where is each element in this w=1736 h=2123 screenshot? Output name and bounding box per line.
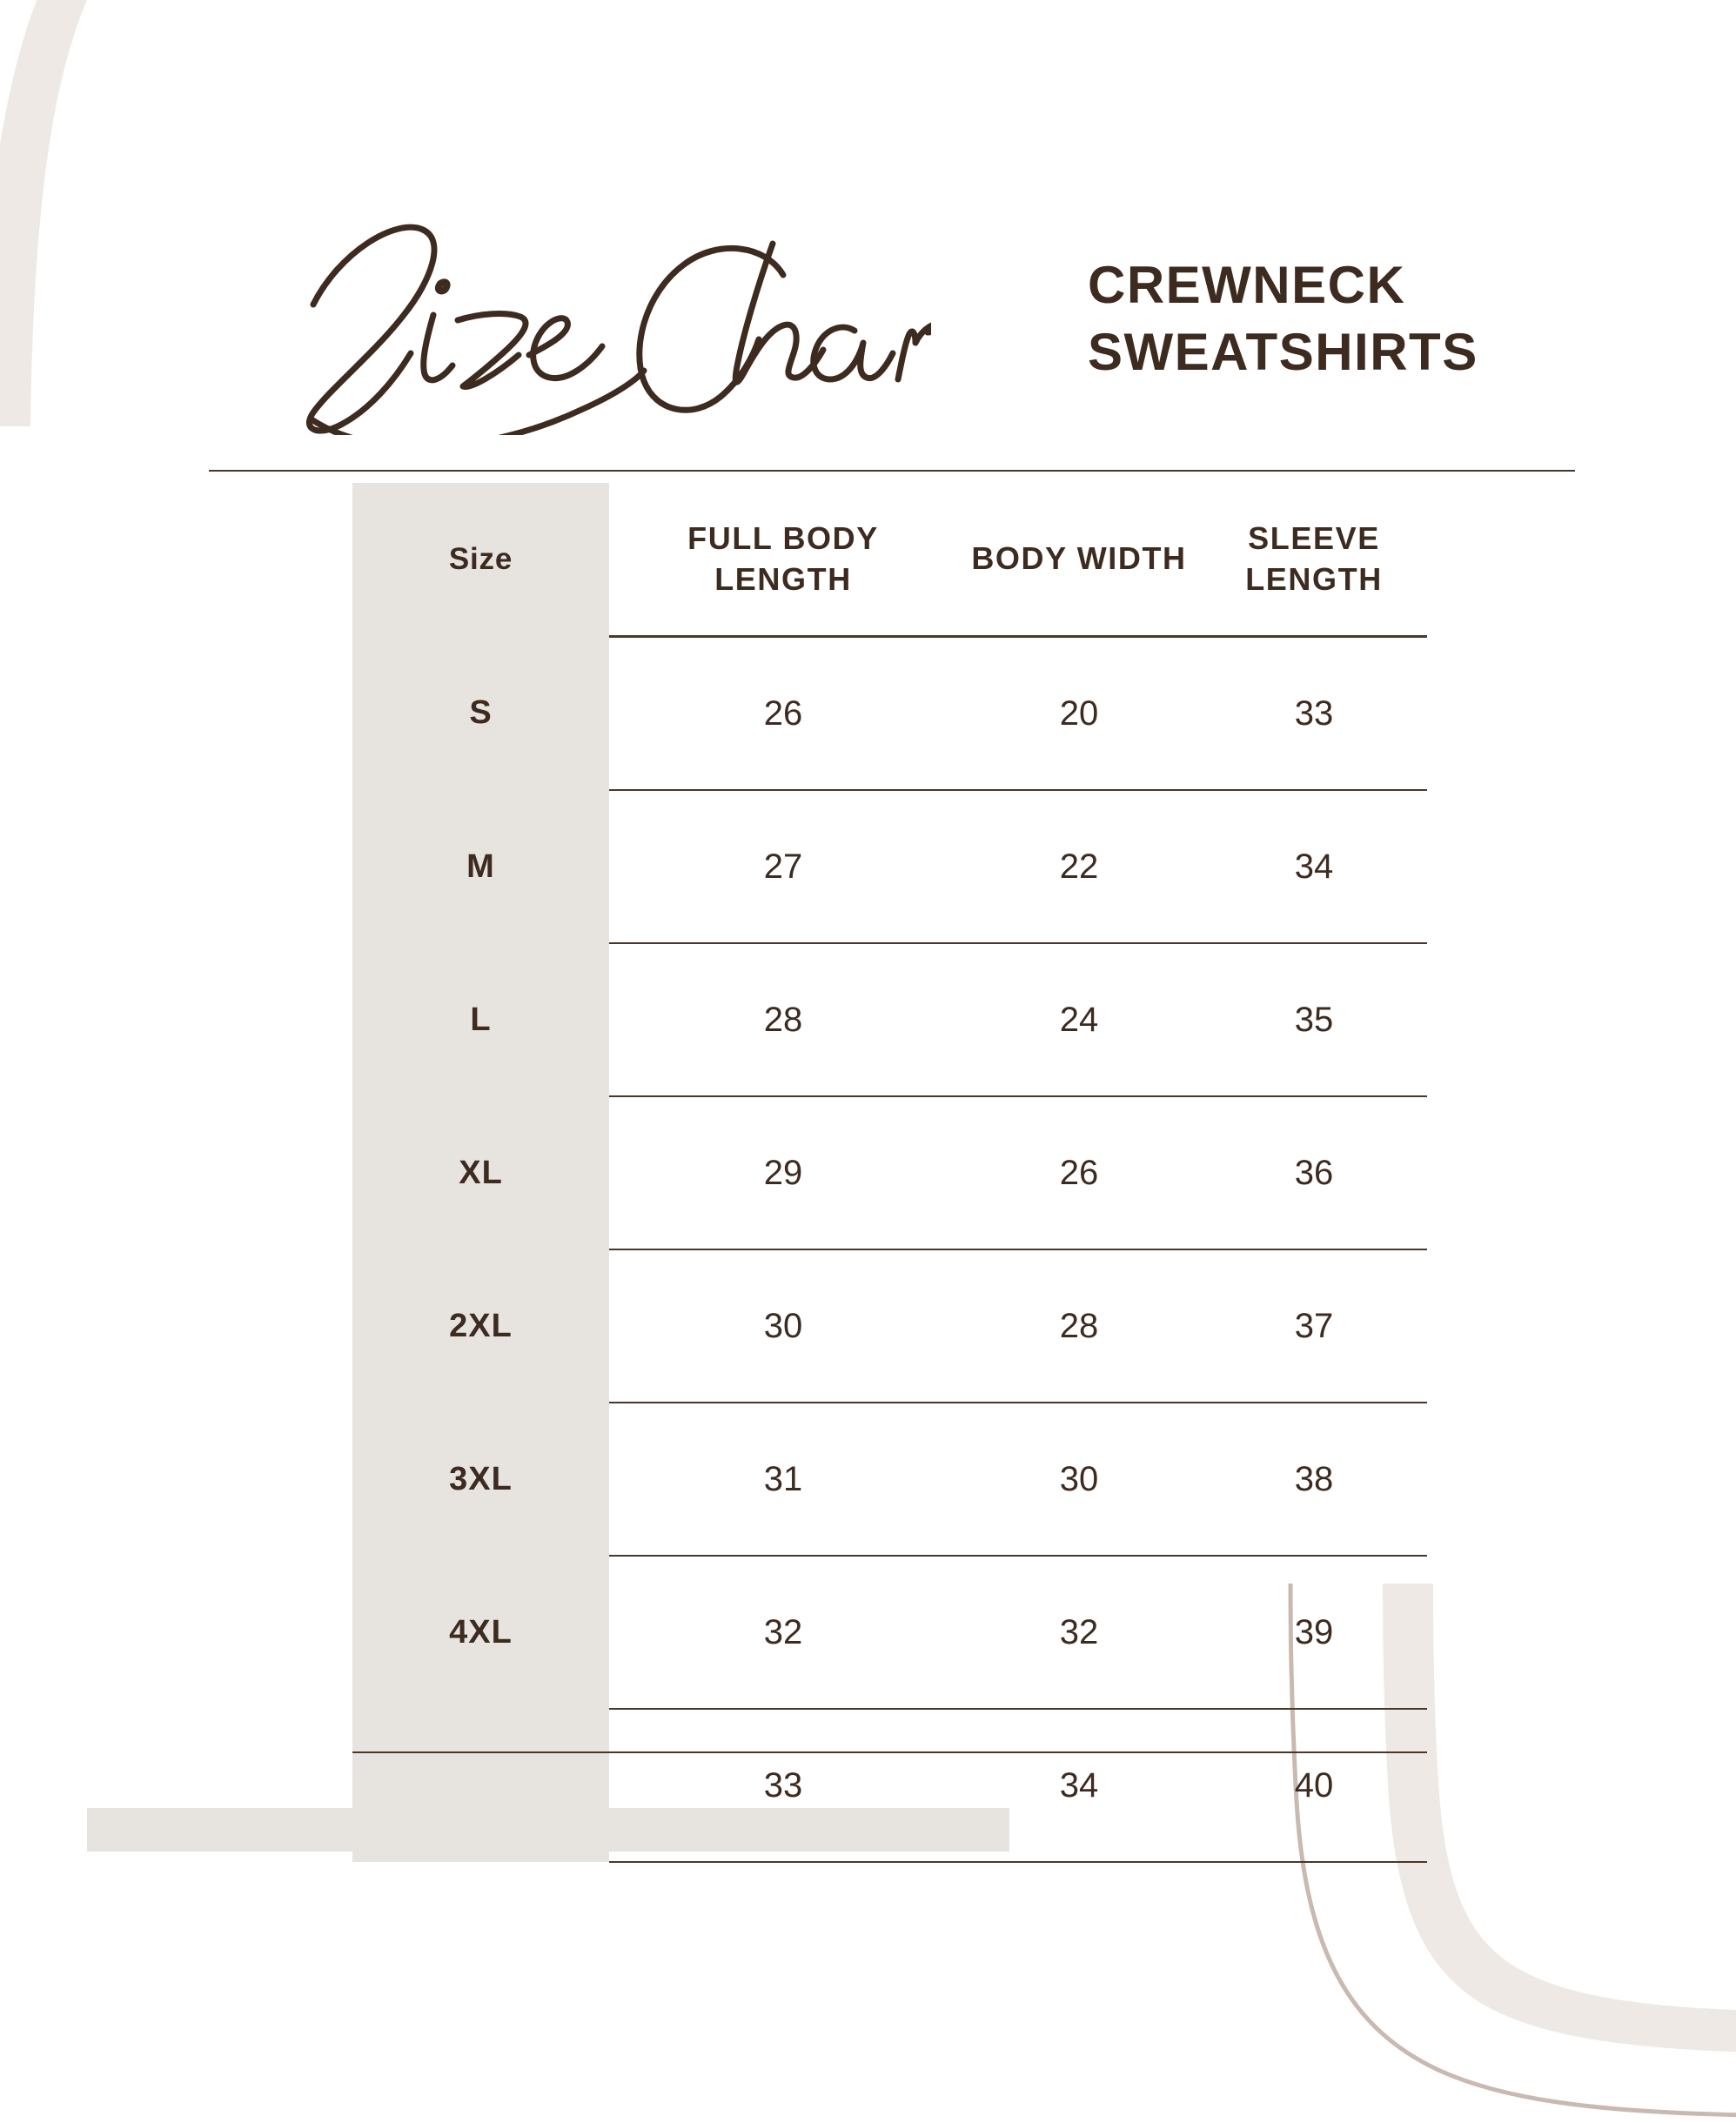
table-body [352, 637, 1427, 1863]
cell-sleeve-length: 34 [1201, 790, 1427, 943]
cell-body-width: 32 [957, 1556, 1201, 1709]
cell-body-width: 28 [957, 1249, 1201, 1403]
table-row [352, 943, 1427, 1096]
table-row [352, 1249, 1427, 1403]
table-header [352, 483, 1427, 637]
column-header-sleeve-length: SLEEVE LENGTH [1201, 483, 1427, 637]
cell-full-body-length: 26 [609, 637, 957, 791]
cell-size: 4XL [352, 1556, 609, 1709]
cell-full-body-length: 33 [609, 1709, 957, 1862]
cell-sleeve-length: 36 [1201, 1096, 1427, 1249]
size-table [352, 483, 1427, 1863]
cell-size: 2XL [352, 1249, 609, 1403]
cell-sleeve-length: 33 [1201, 637, 1427, 791]
cell-body-width: 22 [957, 790, 1201, 943]
cell-body-width: 30 [957, 1403, 1201, 1556]
table-row [352, 1556, 1427, 1709]
cell-body-width: 20 [957, 637, 1201, 791]
cell-body-width: 24 [957, 943, 1201, 1096]
column-header-size: Size [352, 483, 609, 637]
size-column-band-tail [352, 1753, 609, 1801]
table-header-row [352, 483, 1427, 637]
footer-accent-bar [87, 1808, 1009, 1852]
cell-sleeve-length: 40 [1201, 1709, 1427, 1862]
cell-full-body-length: 29 [609, 1096, 957, 1249]
cell-size: M [352, 790, 609, 943]
table-row [352, 1403, 1427, 1556]
cell-sleeve-length: 35 [1201, 943, 1427, 1096]
cell-body-width: 34 [957, 1709, 1201, 1862]
cell-full-body-length: 30 [609, 1249, 957, 1403]
cell-full-body-length: 27 [609, 790, 957, 943]
table-row [352, 1096, 1427, 1249]
page-title-script [209, 200, 931, 435]
size-table-container [352, 483, 1427, 1863]
cell-size: L [352, 943, 609, 1096]
cell-body-width: 26 [957, 1096, 1201, 1249]
cell-size: XL [352, 1096, 609, 1249]
product-title: CREWNECK SWEATSHIRTS [1088, 256, 1478, 381]
cell-sleeve-length: 39 [1201, 1556, 1427, 1709]
cell-size: 3XL [352, 1403, 609, 1556]
chart-header [209, 200, 1575, 461]
cell-full-body-length: 31 [609, 1403, 957, 1556]
cell-full-body-length: 28 [609, 943, 957, 1096]
header-divider [209, 470, 1575, 472]
cell-sleeve-length: 37 [1201, 1249, 1427, 1403]
cell-full-body-length: 32 [609, 1556, 957, 1709]
table-row [352, 637, 1427, 791]
cell-sleeve-length: 38 [1201, 1403, 1427, 1556]
column-header-body-width: BODY WIDTH [957, 483, 1201, 637]
cell-size: S [352, 637, 609, 791]
table-row [352, 790, 1427, 943]
table-bottom-divider [352, 1751, 1427, 1753]
column-header-full-body-length: FULL BODY LENGTH [609, 483, 957, 637]
